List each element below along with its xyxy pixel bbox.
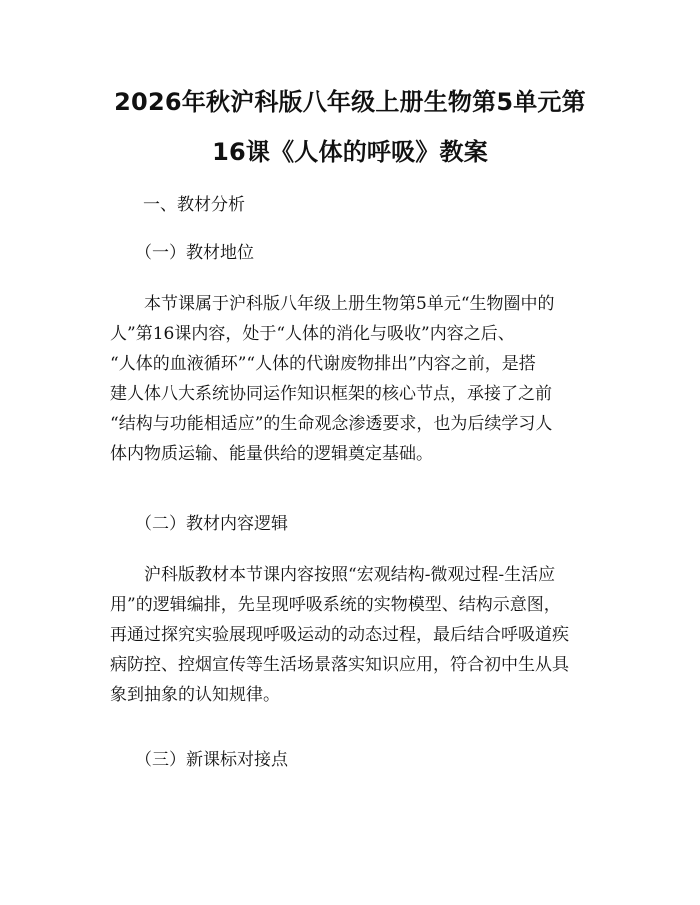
title-line-1: 2026年秋沪科版八年级上册生物第5单元第 bbox=[114, 88, 586, 116]
paragraph-line: 病防控、控烟宣传等生活场景落实知识应用，符合初中生从具 bbox=[110, 655, 569, 675]
section-heading-textbook-analysis: 一、教材分析 bbox=[143, 195, 245, 215]
paragraph-line: “人体的血液循环”“人体的代谢废物排出”内容之前，是搭 bbox=[110, 354, 536, 374]
paragraph-line: 象到抽象的认知规律。 bbox=[110, 685, 280, 705]
paragraph-line: 人”第16课内容，处于“人体的消化与吸收”内容之后、 bbox=[110, 324, 515, 344]
subsection-heading-content-logic: （二）教材内容逻辑 bbox=[135, 514, 288, 534]
paragraph-position bbox=[110, 289, 590, 469]
paragraph-line: 用”的逻辑编排，先呈现呼吸系统的实物模型、结构示意图， bbox=[110, 595, 561, 615]
paragraph-line: 沪科版教材本节课内容按照“宏观结构-微观过程-生活应 bbox=[144, 565, 556, 585]
paragraph-content-logic bbox=[110, 560, 590, 710]
paragraph-line: 再通过探究实验展现呼吸运动的动态过程，最后结合呼吸道疾 bbox=[110, 625, 569, 645]
document-title bbox=[110, 77, 590, 177]
subsection-heading-curriculum-standard: （三）新课标对接点 bbox=[135, 750, 288, 770]
subsection-heading-position: （一）教材地位 bbox=[135, 243, 254, 263]
paragraph-line: 体内物质运输、能量供给的逻辑奠定基础。 bbox=[110, 444, 433, 464]
paragraph-line: 建人体八大系统协同运作知识框架的核心节点，承接了之前 bbox=[110, 384, 552, 404]
paragraph-line: 本节课属于沪科版八年级上册生物第5单元“生物圈中的 bbox=[144, 294, 555, 314]
title-line-2: 16课《人体的呼吸》教案 bbox=[212, 138, 488, 166]
paragraph-line: “结构与功能相适应”的生命观念渗透要求，也为后续学习人 bbox=[110, 414, 553, 434]
